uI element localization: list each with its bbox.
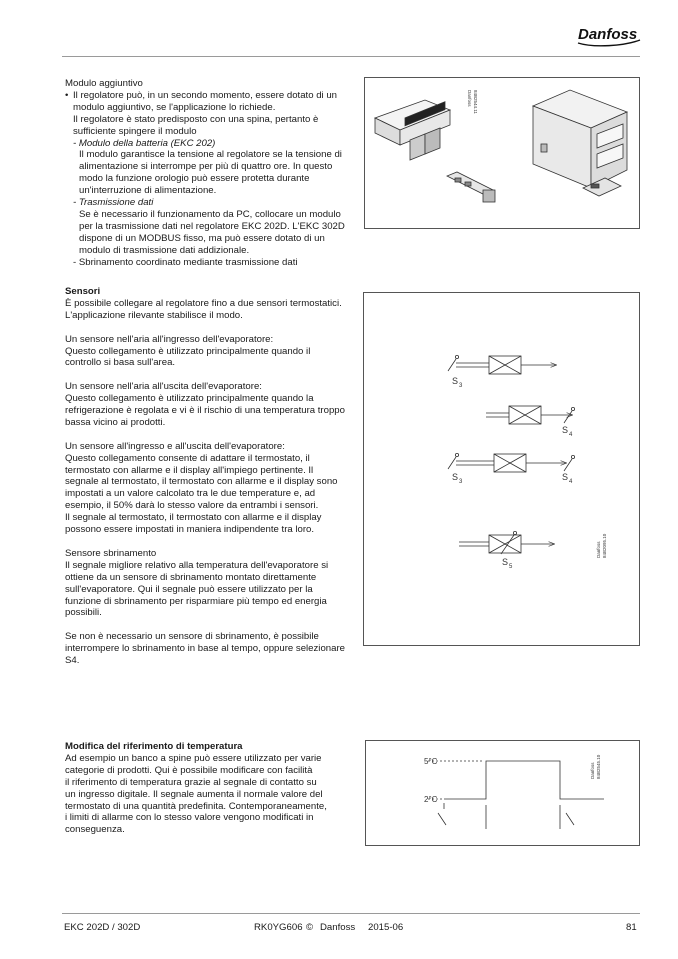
diagram-defrost-sensor: [459, 531, 554, 554]
sensori-line: possibili.: [65, 607, 102, 619]
sensori-line: S4.: [65, 655, 80, 667]
sensori-line: sull'evaporatore. Qui il segnale può essere utilizzato per la: [65, 583, 313, 595]
sensori-line: termostato con allarme e il display all'impiego pertinente. Il: [65, 464, 314, 476]
transmission-line: dispone di un MODBUS fisso, ma può essere dotato di un: [79, 232, 325, 244]
footer-model: EKC 202D / 302D: [64, 922, 141, 933]
module-card-drawing: [447, 172, 495, 202]
sensor-both-title: Un sensore all'ingresso e all'uscita dell'evaporatore:: [65, 440, 285, 452]
sensori-line: possono essere impostati in maniera indipendente tra loro.: [65, 524, 315, 536]
sensor-label: S: [452, 472, 459, 482]
transmission-line: modulo di trasmissione dati addizionale.: [79, 244, 250, 256]
diagram-both-sensors: [448, 453, 575, 472]
spacer: [65, 322, 361, 334]
footer-rule: [62, 913, 640, 914]
reference-line: categorie di prodotti. Qui è possibile modificare con facilità: [65, 764, 313, 776]
sensor-outlet-title: Un sensore nell'aria all'uscita dell'evaporatore:: [65, 381, 262, 393]
reference-heading: Modifica del riferimento di temperatura: [65, 741, 243, 752]
modulo-line: modulo aggiuntivo, se l'applicazione lo richiede.: [73, 101, 276, 113]
sensori-line: Se non è necessario un sensore di sbrinamento, è possibile: [65, 631, 319, 643]
sensori-line: refrigerazione è regolata e vi è il rischio di una temperatura troppo: [65, 405, 345, 417]
sensori-line: Questo collegamento è utilizzato principalmente quando la: [65, 393, 314, 405]
sensor-label: S: [502, 557, 509, 567]
sensor-subscript: 3: [459, 479, 463, 485]
sensori-line: Il segnale al termostato, il termostato con allarme e il display: [65, 512, 322, 524]
footer-date: 2015-06: [368, 922, 404, 933]
spacer: [65, 369, 361, 381]
battery-line: un'interruzione di alimentazione.: [79, 185, 217, 197]
reference-line: termostato di una quantità predefinita. Contemporaneamente,: [65, 800, 327, 812]
sensori-line: interrompere lo sbrinamento in base al tempo, oppure selezionare: [65, 643, 345, 655]
sensor-subscript: 3: [459, 383, 463, 389]
danfoss-logo: [574, 22, 644, 48]
modulo-bullet-row: [65, 90, 355, 102]
reference-line: Ad esempio un banco a spine può essere utilizzato per varie: [65, 752, 322, 764]
temp-low-label: 2°C: [424, 795, 438, 804]
diagram-inlet-sensor: [448, 355, 556, 374]
reference-line: il riferimento di temperatura grazie al segnale di contatto su: [65, 776, 317, 788]
sensor-subscript: 4: [569, 432, 573, 438]
modulo-heading: Modulo aggiuntivo: [65, 78, 143, 89]
sensor-label: S: [562, 425, 569, 435]
sensor-subscript: 4: [569, 479, 573, 485]
defrost-sensor-title: Sensore sbrinamento: [65, 547, 157, 559]
sensori-line: L'applicazione rilevante stabilisce il modo.: [65, 309, 243, 321]
sensori-line: bassa vicino ai prodotti.: [65, 416, 166, 428]
brand-logo-text: Danfoss: [578, 26, 638, 43]
spacer: [65, 536, 361, 548]
sensori-line: segnale al termostato, il termostato con allarme e il display sono: [65, 476, 338, 488]
diagram-outlet-sensor: [486, 406, 575, 424]
figure-code: 84B2544.11: [473, 90, 478, 114]
reference-line: i limiti di allarme con lo stesso valore vengono modificati in: [65, 812, 314, 824]
sensori-line: Questo collegamento consente di adattare il termostato, il: [65, 452, 310, 464]
sensor-label: S: [562, 472, 569, 482]
footer-doc-code: RK0YG606: [254, 922, 303, 933]
figure-code: 84B2095.10: [602, 533, 607, 558]
figure-code: Danfoss: [596, 541, 601, 558]
footer-brand: Danfoss: [320, 922, 356, 933]
din-housing-drawing: [533, 90, 627, 188]
modulo-line: Il regolatore può, in un secondo momento, essere dotato di un: [73, 89, 337, 101]
temp-high-label: 5°C: [424, 757, 438, 766]
reference-line: conseguenza.: [65, 824, 125, 836]
sensori-line: Il segnale migliore relativo alla temperatura dell'evaporatore si: [65, 559, 329, 571]
header-rule: [62, 56, 640, 57]
sensori-heading: Sensori: [65, 286, 101, 297]
spacer: [65, 619, 361, 631]
figure-code: Danfoss: [590, 762, 595, 779]
controller-drawing: [375, 100, 450, 160]
step-signal: [428, 761, 604, 829]
sensori-line: È possibile collegare al regolatore fino a due sensori termostatici.: [65, 297, 342, 309]
bullet-marker: •: [65, 89, 69, 101]
module-figure: [364, 77, 640, 229]
sensori-section: [65, 286, 361, 667]
coordinated-defrost-line: - Sbrinamento coordinato mediante trasmissione dati: [73, 256, 298, 268]
sensori-line: ottiene da un sensore di sbrinamento montato direttamente: [65, 571, 317, 583]
sensor-label: S: [452, 376, 459, 386]
sensori-line: funzione di sbrinamento per risparmiare più tempo ed energia: [65, 595, 327, 607]
modulo-line: Il regolatore è stato predisposto con una spina, pertanto è: [73, 113, 319, 125]
spacer: [65, 429, 361, 441]
modulo-line: sufficiente spingere il modulo: [73, 125, 197, 137]
modulo-section: [65, 78, 355, 269]
reference-section: [65, 741, 355, 836]
battery-line: Il modulo garantisce la tensione al regolatore se la tensione di: [79, 149, 342, 161]
reference-figure: [365, 740, 640, 846]
battery-line: alimentazione si interrompe per più di quattro ore. In questo: [79, 161, 333, 173]
sensor-inlet-title: Un sensore nell'aria all'ingresso dell'evaporatore:: [65, 333, 274, 345]
sensori-line: esempio, il 50% darà lo stesso valore da entrambi i sensori.: [65, 500, 319, 512]
figure-code: 84B2545.10: [596, 754, 601, 779]
sensori-line: Questo collegamento è utilizzato principalmente quando il: [65, 345, 311, 357]
reference-step-diagram: [366, 741, 639, 845]
battery-module-title: - Modulo della batteria (EKC 202): [73, 137, 216, 149]
reference-line: un ingresso digitale. Il segnale aumenta il normale valore del: [65, 788, 323, 800]
battery-line: modo la funzione orologio può essere protetta durante: [79, 173, 310, 185]
footer-copyright: ©: [306, 922, 314, 933]
sensor-subscript: 5: [509, 564, 513, 570]
sensor-diagram: [364, 293, 639, 645]
figure-code: Danfoss: [467, 90, 472, 107]
sensori-line: controllo si basa sull'area.: [65, 357, 176, 369]
page-number: 81: [626, 922, 637, 933]
data-transmission-title: - Trasmissione dati: [73, 197, 154, 209]
sensori-line: impostati a un valore calcolato tra le due temperature e, ad: [65, 488, 316, 500]
transmission-line: per la trasmissione dati nel regolatore EKC 202D. L'EKC 302D: [79, 220, 345, 232]
sensor-figure: [363, 292, 640, 646]
transmission-line: Se è necessario il funzionamento da PC, collocare un modulo: [79, 208, 341, 220]
controller-illustration: [365, 78, 639, 228]
